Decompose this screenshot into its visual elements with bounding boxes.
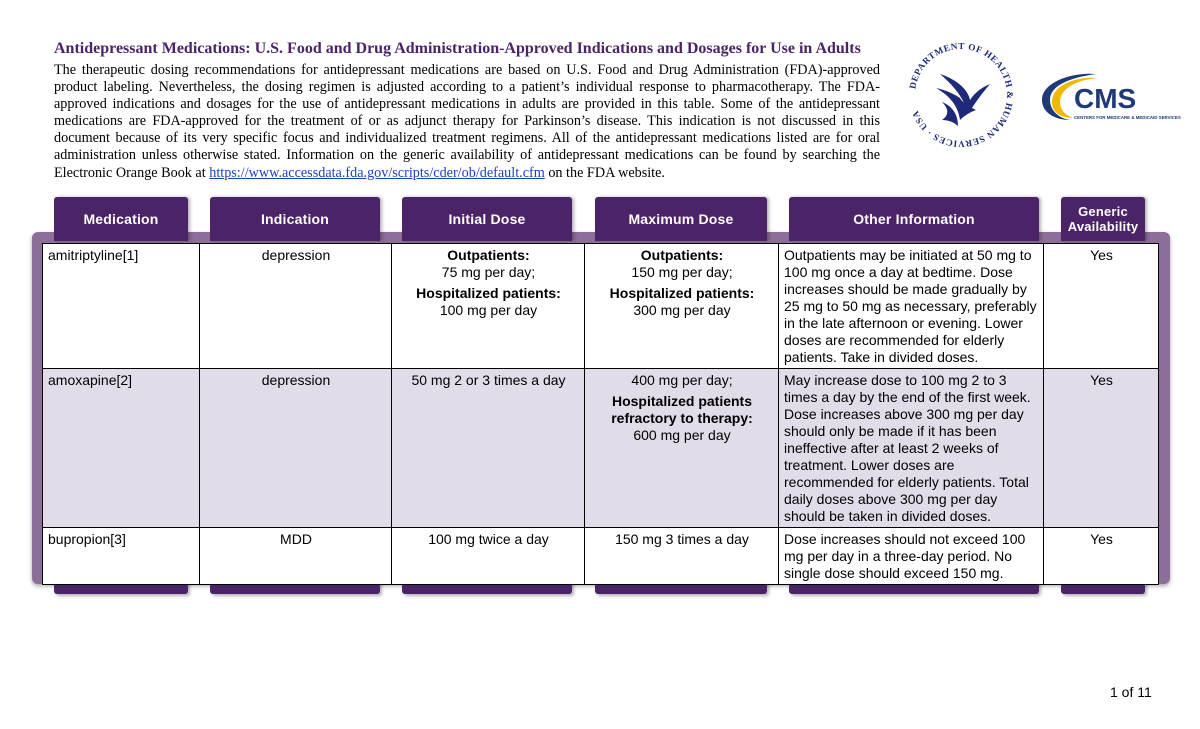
dose-label: Hospitalized patients refractory to therapy: bbox=[611, 393, 753, 426]
dose-label: Outpatients: bbox=[640, 247, 724, 263]
cms-wordmark: CMS bbox=[1074, 83, 1137, 114]
generic-availability-cell: Yes bbox=[1044, 244, 1159, 369]
initial-dose-cell: 100 mg twice a day bbox=[392, 528, 585, 585]
indication-cell: MDD bbox=[200, 528, 392, 585]
column-header-maximum-dose: Maximum Dose bbox=[595, 197, 767, 241]
intro-paragraph bbox=[54, 62, 880, 182]
hhs-seal-logo bbox=[902, 36, 1020, 154]
dose-value: 600 mg per day bbox=[633, 427, 731, 443]
page-number: 1 of 11 bbox=[1110, 684, 1152, 700]
medication-cell: amitriptyline[1] bbox=[43, 244, 200, 369]
dose-value: 150 mg per day; bbox=[631, 264, 733, 280]
table-row bbox=[43, 528, 1159, 585]
indication-cell: depression bbox=[200, 244, 392, 369]
maximum-dose-cell bbox=[585, 244, 779, 369]
other-information-cell: Outpatients may be initiated at 50 mg to 100 mg once a day at bedtime. Dose increases should be made gradually by 25 mg to 50 mg as necessary, preferably in the late afternoon or evening. Lower doses are recommended for elderly patients. Take in divided doses. bbox=[779, 244, 1044, 369]
dose-value: 300 mg per day bbox=[633, 302, 731, 318]
column-header-other-information: Other Information bbox=[789, 197, 1039, 241]
dose-value: 100 mg per day bbox=[439, 302, 538, 318]
column-header-generic-availability: Generic Availability bbox=[1061, 197, 1145, 241]
dose-value: 75 mg per day; bbox=[441, 264, 536, 280]
other-information-cell: May increase dose to 100 mg 2 to 3 times a day by the end of the first week. Dose increases above 300 mg per day should only be made if it has been ineffective after at least 2 weeks of treatment. Lower doses are recommended for elderly patients. Total daily doses above 300 mg per day should be taken in divided doses. bbox=[779, 369, 1044, 528]
cms-logo bbox=[1038, 70, 1181, 126]
medication-cell: bupropion[3] bbox=[43, 528, 200, 585]
maximum-dose-cell: 150 mg 3 times a day bbox=[585, 528, 779, 585]
dose-label: Hospitalized patients: bbox=[416, 285, 561, 301]
intro-text: The therapeutic dosing recommendations for antidepressant medications are based on U.S. Food and Drug Administration (FDA)-approved product labeling. Nevertheless, the dosing regimen is adjusted according to a patient’s individual response to pharmacotherapy. The FDA-approved indications and dosages for the use of antidepressant medications in adults are provided in this table. Some of the antidepressant medications are FDA-approved for the treatment of or as adjunct therapy for Parkinson’s disease. This indication is not discussed in this document because of its very specific focus and individualized treatment regimens. All of the antidepressant medications listed are for oral administration unless otherwise stated. Information on the generic availability of antidepressant medications can be found by searching the Electronic Orange Book at bbox=[54, 62, 880, 181]
dose-label: Hospitalized patients: bbox=[609, 285, 755, 301]
hhs-ring-text: DEPARTMENT OF HEALTH & HUMAN SERVICES · USA bbox=[907, 40, 1016, 150]
other-information-cell: Dose increases should not exceed 100 mg per day in a three-day period. No single dose should exceed 150 mg. bbox=[779, 528, 1044, 585]
initial-dose-cell: 50 mg 2 or 3 times a day bbox=[392, 369, 585, 528]
generic-availability-cell: Yes bbox=[1044, 369, 1159, 528]
cms-subtext: CENTERS FOR MEDICARE & MEDICAID SERVICES bbox=[1074, 115, 1181, 120]
dose-value: 400 mg per day; bbox=[631, 372, 733, 388]
intro-suffix: on the FDA website. bbox=[544, 164, 665, 181]
orange-book-link[interactable]: https://www.accessdata.fda.gov/scripts/cder/ob/default.cfm bbox=[209, 164, 545, 181]
column-header-medication: Medication bbox=[54, 197, 188, 241]
table-row bbox=[43, 244, 1159, 369]
page-title: Antidepressant Medications: U.S. Food and Drug Administration-Approved Indications and Dosages for Use in Adults bbox=[54, 40, 861, 57]
medication-cell: amoxapine[2] bbox=[43, 369, 200, 528]
column-header-initial-dose: Initial Dose bbox=[402, 197, 572, 241]
column-header-indication: Indication bbox=[210, 197, 380, 241]
initial-dose-cell bbox=[392, 244, 585, 369]
generic-availability-cell: Yes bbox=[1044, 528, 1159, 585]
indication-cell: depression bbox=[200, 369, 392, 528]
table-row bbox=[43, 369, 1159, 528]
maximum-dose-cell bbox=[585, 369, 779, 528]
dosage-table bbox=[42, 243, 1159, 585]
dose-label: Outpatients: bbox=[447, 247, 530, 263]
